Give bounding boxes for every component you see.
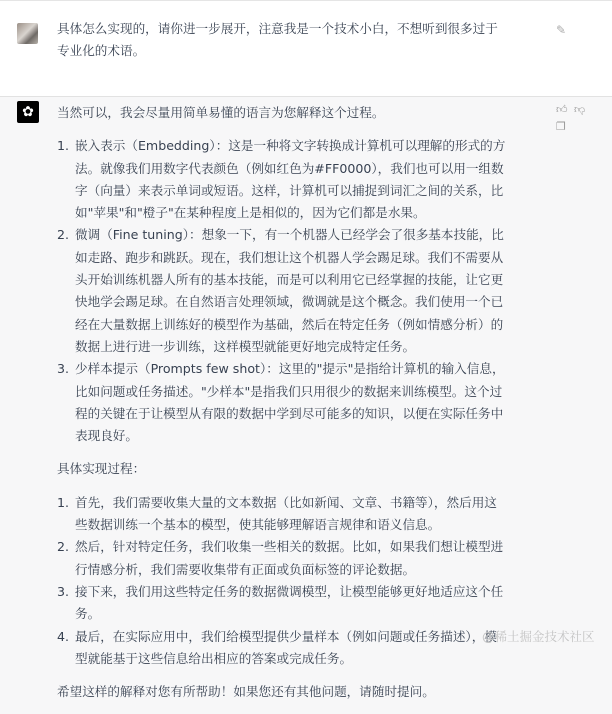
thumbs-up-icon[interactable]: 👍︎	[556, 103, 568, 116]
user-message-row	[0, 0, 612, 97]
list-item	[57, 492, 507, 537]
process-heading: 具体实现过程：	[57, 461, 146, 477]
list-text: 微调（Fine tuning）：想象一下，有一个机器人已经学会了很多基本技能，比如走路、跑步和跳跃。现在，我们想让这个机器人学会踢足球。我们不需要从头开始训练机器人所有的基本技能，而是可以利用它已经掌握的技能，让它更快地学会踢足球。在自然语言处理领域，微调就是这个概念。我们使用一个已经在大量数据上训练好的模型作为基础，然后在特定任务（例如情感分析）的数据上进行进一步训练，这样模型就能更好地完成特定任务。	[75, 227, 504, 354]
thumbs-down-icon[interactable]: 👎︎	[574, 103, 586, 116]
chatgpt-logo-avatar: ✿	[17, 101, 39, 123]
list-number: 4.	[57, 628, 70, 644]
message-actions	[556, 103, 601, 133]
assistant-message	[57, 102, 512, 714]
watermark: @稀土掘金技术社区	[482, 629, 595, 644]
list-item	[57, 536, 507, 581]
list-item	[57, 224, 507, 358]
list-text: 少样本提示（Prompts few shot）：这里的"提示"是指给计算机的输入信息，比如问题或任务描述。"少样本"是指我们只用很少的数据来训练模型。这个过程的关键在于让模型从有限的数据中学到尽可能多的知识，以便在实际任务中表现良好。	[75, 361, 505, 444]
concept-list	[57, 135, 512, 447]
list-item	[57, 135, 507, 224]
list-number: 3.	[57, 583, 70, 599]
user-message-text: 具体怎么实现的，请你进一步展开，注意我是一个技术小白，不想听到很多过于专业化的术语。	[57, 21, 498, 58]
edit-icon[interactable]: ✎	[556, 23, 567, 37]
steps-list	[57, 492, 512, 670]
list-item	[57, 626, 507, 671]
list-item	[57, 358, 507, 447]
list-number: 2.	[57, 227, 70, 243]
list-number: 1.	[57, 494, 70, 510]
intro-text: 当然可以，我会尽量用简单易懂的语言为您解释这个过程。	[57, 105, 385, 120]
list-text: 然后，针对特定任务，我们收集一些相关的数据。比如，如果我们想让模型进行情感分析，我们需要收集带有正面或负面标签的评论数据。	[75, 539, 504, 577]
list-text: 嵌入表示（Embedding）：这是一种将文字转换成计算机可以理解的形式的方法。就像我们用数字代表颜色（例如红色为#FF0000），我们也可以用一组数字（向量）来表示单词或短语。这样，计算机可以捕捉到词汇之间的关系，比如"苹果"和"橙子"在某种程度上是相似的，因为它们都是水果。	[75, 138, 506, 221]
copy-icon[interactable]: ❐	[556, 120, 566, 133]
list-text: 接下来，我们用这些特定任务的数据微调模型，让模型能够更好地适应这个任务。	[75, 583, 504, 622]
user-avatar	[17, 23, 38, 44]
list-number: 1.	[57, 138, 70, 154]
closing-text: 希望这样的解释对您有所帮助！如果您还有其他问题，请随时提问。	[57, 684, 435, 700]
list-item	[57, 581, 507, 626]
list-text: 首先，我们需要收集大量的文本数据（比如新闻、文章、书籍等），然后用这些数据训练一个基本的模型，使其能够理解语言规律和语义信息。	[75, 494, 497, 533]
list-number: 3.	[57, 361, 70, 377]
list-number: 2.	[57, 539, 70, 555]
list-text: 最后，在实际应用中，我们给模型提供少量样本（例如问题或任务描述），模型就能基于这些信息给出相应的答案或完成任务。	[75, 628, 497, 666]
